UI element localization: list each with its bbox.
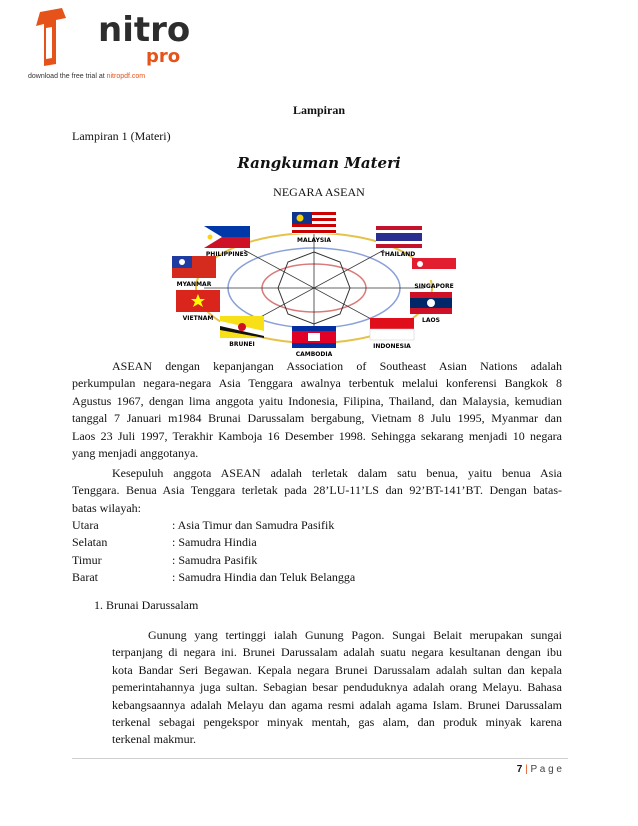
text-line: kota Bandar Seri Begawan. Kepala negara Brunei Darussalam adalah sultan dan kepala <box>112 662 562 677</box>
flag-cambodia <box>292 326 336 348</box>
page-label: P a g e <box>530 764 562 775</box>
text-line: Laos 23 Juli 1997, Terakhir Kamboja 16 Desember 1998. Sehingga sekarang menjadi 10 negara <box>72 428 562 443</box>
flag-malaysia <box>292 212 336 234</box>
asean-flags-figure <box>164 210 464 360</box>
footer-divider <box>72 758 568 759</box>
page-number: 7 <box>516 764 523 775</box>
brand-name: nitro <box>98 10 191 50</box>
text-line: Gunung yang tertinggi ialah Gunung Pagon. Sungai Belait merupakan sungai <box>148 628 562 642</box>
border-value: : Asia Timur dan Samudra Pasifik <box>172 518 335 532</box>
text-line: batas wilayah: <box>72 500 141 515</box>
page-heading: Lampiran <box>292 103 345 117</box>
border-value: : Samudra Hindia <box>172 535 257 550</box>
summary-title: Rangkuman Materi <box>237 154 401 172</box>
text-line: Agustus 1967, dengan lima anggota yaitu Indonesia, Filipina, Thailand, dan Malaysia, kemudian <box>72 393 562 408</box>
label-thailand: THAILAND <box>380 251 416 258</box>
text-line: tanggal 7 Januari m1984 Brunai Darussalam bergabung, Vietnam 8 Julu 1995, Myanmar dan <box>72 411 562 426</box>
appendix-label: Lampiran 1 (Materi) <box>72 129 171 143</box>
text-line: yang menjadi anggotanya. <box>72 446 199 461</box>
paragraph-location <box>72 465 562 517</box>
flag-brunei <box>220 316 264 338</box>
brand-sub: pro <box>146 46 181 67</box>
nitro-logo <box>28 6 191 82</box>
label-philippines: PHILIPPINES <box>205 251 249 258</box>
border-value: : Samudra Hindia dan Teluk Belangga <box>172 570 356 585</box>
borders-list <box>72 517 472 587</box>
label-brunei: BRUNEI <box>229 341 255 348</box>
topic-title: NEGARA ASEAN <box>273 185 365 199</box>
label-indonesia: INDONESIA <box>373 343 411 350</box>
label-cambodia: CAMBODIA <box>295 351 333 358</box>
tagline-prefix: download the free trial at <box>28 73 107 80</box>
text-line: terkenal sebagai pengekspor minyak mentah, gas alam, dan produk minyak karena <box>112 715 562 730</box>
flag-vietnam <box>176 290 220 312</box>
border-row <box>72 569 472 586</box>
text-line: Tenggara. Benua Asia Tenggara terletak pada 28’LU-11’LS dan 92’BT-141’BT. Dengan batas- <box>72 483 562 498</box>
nitro-logo-icon <box>32 8 72 68</box>
text-line: Kesepuluh anggota ASEAN adalah terletak dalam satu benua, yaitu benua Asia <box>112 466 562 480</box>
border-row <box>72 534 472 551</box>
footer-separator: | <box>525 764 528 775</box>
label-singapore: SINGAPORE <box>414 283 454 290</box>
list-item-brunei: 1. Brunai Darussalam <box>94 598 199 612</box>
flag-myanmar <box>172 256 216 278</box>
flag-indonesia <box>370 318 414 340</box>
label-vietnam: VIETNAM <box>182 315 214 322</box>
border-direction: Timur <box>72 552 102 567</box>
border-row <box>72 517 472 534</box>
border-direction: Utara <box>72 518 99 532</box>
border-row <box>72 552 472 569</box>
tagline-link[interactable]: nitropdf.com <box>106 73 146 80</box>
page-footer <box>517 764 562 775</box>
flag-laos <box>410 292 452 314</box>
paragraph-brunei <box>112 627 562 749</box>
flag-thailand <box>376 226 422 248</box>
label-malaysia: MALAYSIA <box>296 237 332 244</box>
flag-singapore <box>412 258 456 280</box>
border-direction: Selatan <box>72 535 108 550</box>
text-line: pemerintahannya juga sultan. Sebagian besar penduduknya adalah orang Melayu. Bahasa <box>112 680 562 695</box>
label-laos: LAOS <box>422 317 440 324</box>
border-value: : Samudra Pasifik <box>172 552 258 567</box>
text-line: perkumpulan negara-negara Asia Tenggara awalnya terbentuk melalui konferensi Bangkok 8 <box>72 376 562 391</box>
label-myanmar: MYANMAR <box>176 281 212 288</box>
flag-philippines <box>204 226 250 248</box>
text-line: ASEAN dengan kepanjangan Association of Southeast Asian Nations adalah <box>112 359 562 373</box>
text-line: kebangsaannya adalah Melayu dan agama resmi adalah agama Islam. Brunei Darussalam <box>112 697 562 712</box>
brand-tagline[interactable] <box>28 73 145 80</box>
paragraph-intro <box>72 358 562 462</box>
border-direction: Barat <box>72 570 98 585</box>
text-line: terkenal makmur. <box>112 732 196 747</box>
text-line: terpanjang di negara ini. Brunei Darussalam adalah suatu negara kesultanan dengan ibu <box>112 645 562 660</box>
